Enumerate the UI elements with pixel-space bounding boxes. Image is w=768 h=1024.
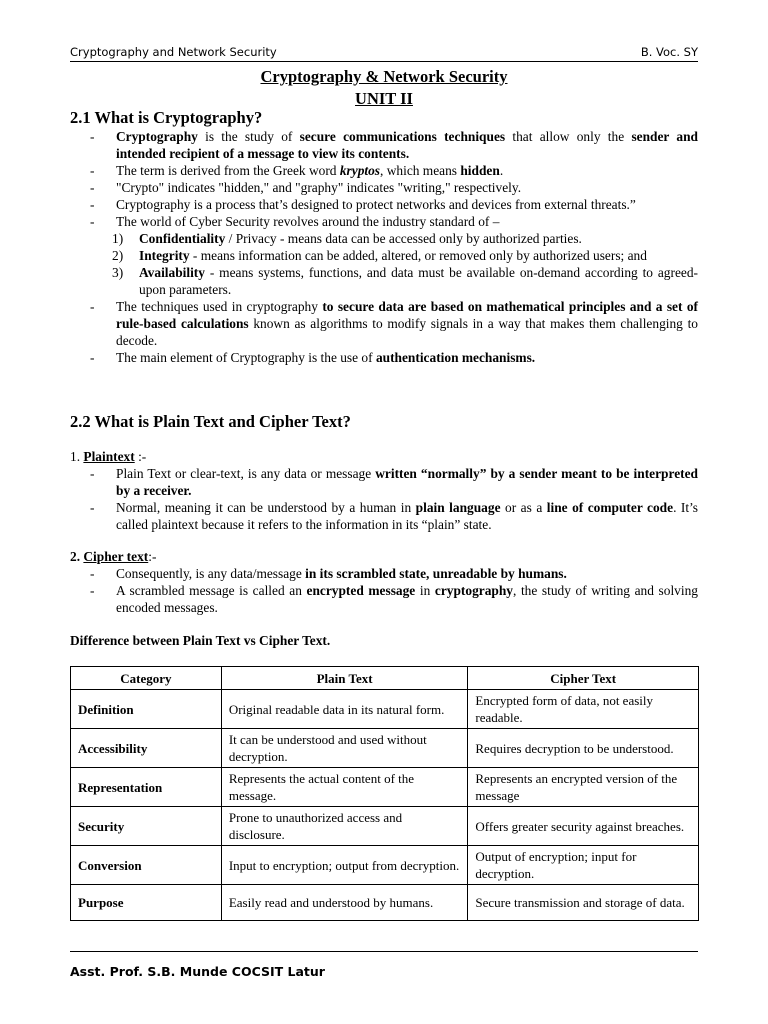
header-class: B. Voc. SY <box>640 45 698 59</box>
section-heading-2-1: 2.1 What is Cryptography? <box>70 108 263 127</box>
list-item: - Cryptography is the study of secure communications techniques that allow only the sender and intended recipient of a message to view its contents. <box>90 129 698 161</box>
table-cell: Prone to unauthorized access and disclosure. <box>221 807 468 846</box>
table-cell: It can be understood and used without decryption. <box>221 729 468 768</box>
comparison-table <box>70 666 699 921</box>
table-cell: Represents an encrypted version of the message <box>468 768 699 807</box>
table-cell: Security <box>71 807 222 846</box>
list-item: - Cryptography is a process that’s designed to protect networks and devices from external threats.” <box>90 197 636 212</box>
list-item: - "Crypto" indicates "hidden," and "graphy" indicates "writing," respectively. <box>90 180 522 195</box>
doc-title: Cryptography & Network Security <box>260 67 508 86</box>
ciphertext-block <box>70 548 698 616</box>
column-header: Category <box>71 667 222 690</box>
unit-title: UNIT II <box>355 89 413 108</box>
table-cell: Easily read and understood by humans. <box>221 885 468 921</box>
numbered-item: 2) Integrity - means information can be added, altered, or removed only by authorized users; and <box>112 248 647 263</box>
comparison-title: Difference between Plain Text vs Cipher Text. <box>70 633 331 648</box>
table-cell: Secure transmission and storage of data. <box>468 885 699 921</box>
table-cell: Conversion <box>71 846 222 885</box>
list-item: - A scrambled message is called an encrypted message in cryptography, the study of writing and solving encoded messages. <box>90 583 698 615</box>
section-2-1-list <box>70 128 698 366</box>
table-cell: Input to encryption; output from decryption. <box>221 846 468 885</box>
column-header: Cipher Text <box>468 667 699 690</box>
table-row <box>71 807 699 846</box>
table-cell: Purpose <box>71 885 222 921</box>
table-cell: Accessibility <box>71 729 222 768</box>
table-cell: Original readable data in its natural form. <box>221 690 468 729</box>
table-cell: Output of encryption; input for decryption. <box>468 846 699 885</box>
table-header-row <box>71 667 699 690</box>
numbered-item: 3) Availability - means systems, functions, and data must be available on-demand according to agreed-upon parameters. <box>112 265 698 297</box>
header-course: Cryptography and Network Security <box>70 45 277 59</box>
list-item: - The world of Cyber Security revolves around the industry standard of – <box>90 214 500 229</box>
section-heading-2-2: 2.2 What is Plain Text and Cipher Text? <box>70 412 351 431</box>
column-header: Plain Text <box>221 667 468 690</box>
page-footer: Asst. Prof. S.B. Munde COCSIT Latur <box>70 964 325 979</box>
table-cell: Representation <box>71 768 222 807</box>
table-cell: Encrypted form of data, not easily readable. <box>468 690 699 729</box>
plaintext-label: 1. Plaintext :- <box>70 449 147 464</box>
page-header <box>70 44 698 62</box>
table-row <box>71 846 699 885</box>
list-item: - The term is derived from the Greek word kryptos, which means hidden. <box>90 163 504 178</box>
ciphertext-label: 2. Cipher text:- <box>70 549 157 564</box>
numbered-item: 1) Confidentiality / Privacy - means data can be accessed only by authorized parties. <box>112 231 582 246</box>
list-item: - Plain Text or clear-text, is any data or message written “normally” by a sender meant to be interpreted by a receiver. <box>90 466 698 498</box>
table-cell: Requires decryption to be understood. <box>468 729 699 768</box>
table-cell: Represents the actual content of the message. <box>221 768 468 807</box>
list-item: - The main element of Cryptography is the use of authentication mechanisms. <box>90 350 536 365</box>
list-item: - Consequently, is any data/message in its scrambled state, unreadable by humans. <box>90 566 567 581</box>
table-row <box>71 885 699 921</box>
list-item: - The techniques used in cryptography to secure data are based on mathematical principles and a set of rule-based calculations known as algorithms to modify signals in a way that makes them challenging to decode. <box>90 299 698 348</box>
table-row <box>71 690 699 729</box>
table-row <box>71 729 699 768</box>
list-item: - Normal, meaning it can be understood by a human in plain language or as a line of computer code. It’s called plaintext because it refers to the information in its “plain” state. <box>90 500 699 532</box>
table-cell: Offers greater security against breaches. <box>468 807 699 846</box>
table-row <box>71 768 699 807</box>
table-cell: Definition <box>71 690 222 729</box>
plaintext-block <box>70 448 698 533</box>
footer-rule <box>70 951 698 952</box>
